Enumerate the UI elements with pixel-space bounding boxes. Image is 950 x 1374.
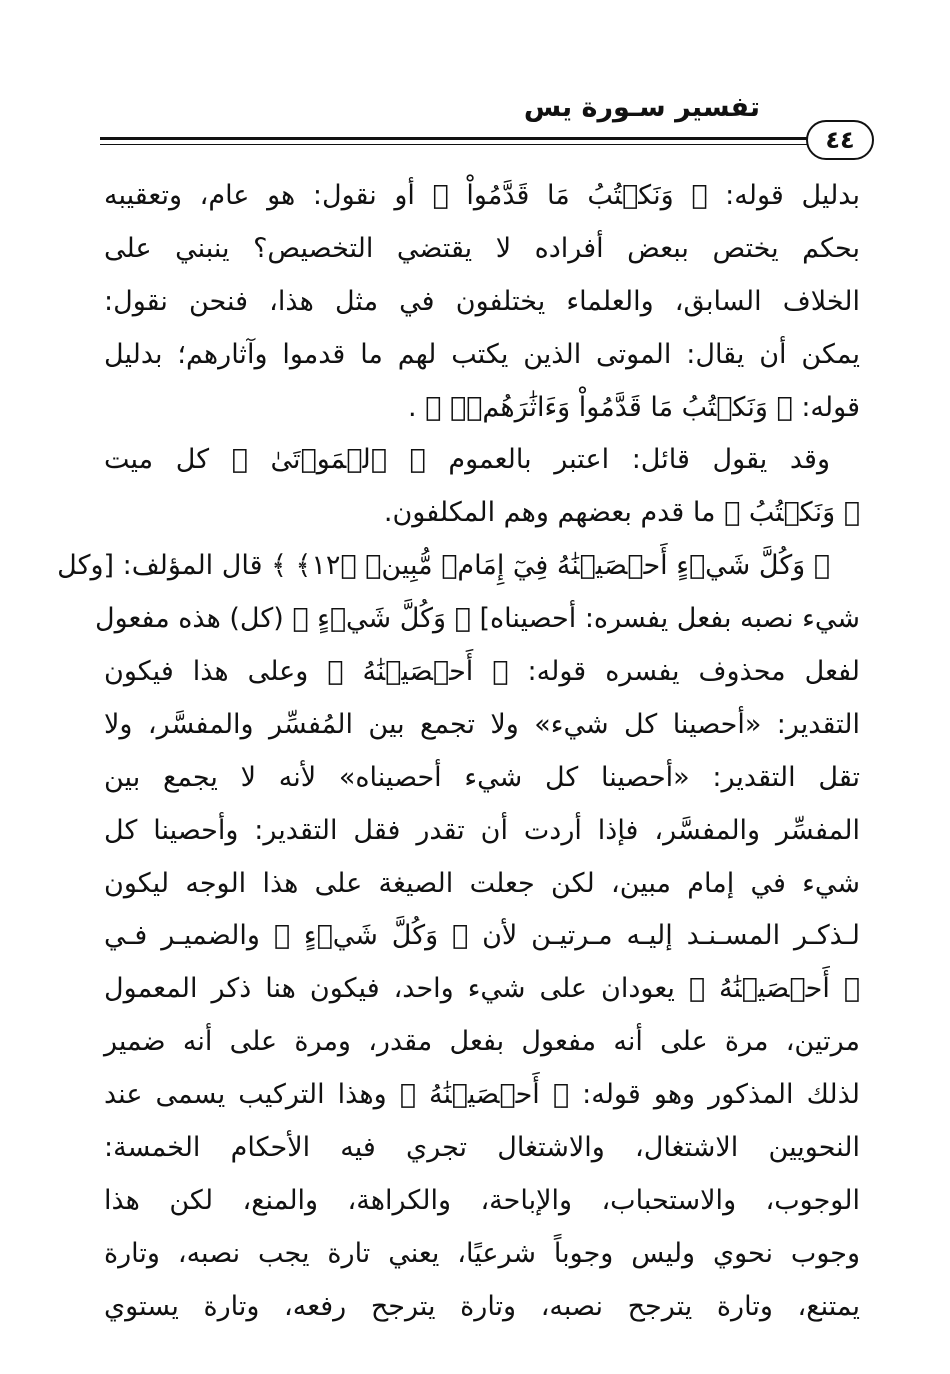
text-line: شيء نصبه بفعل يفسره: أحصيناه] ﴿ وَكُلَّ شَيۡءٍ ﴾ (كل) هذه مفعول xyxy=(94,603,860,635)
page-number: ٤٤ xyxy=(825,126,855,154)
text-line: التقدير: «أحصينا كل شيء» ولا تجمع بين المُفسِّر والمفسَّر، ولا xyxy=(104,708,860,740)
text-line: لذلك المذكور وهو قوله: ﴿ أَحۡصَيۡنَٰهُ ﴾ وهذا التركيب يسمى عند xyxy=(104,1079,860,1111)
text-line: يمكن أن يقال: الموتى الذين يكتب لهم ما قدموا وآثارهم؛ بدليل xyxy=(104,338,860,370)
text-line: لفعل محذوف يفسره قوله: ﴿ أَحۡصَيۡنَٰهُ ﴾ وعلى هذا فيكون xyxy=(104,656,860,688)
running-header-title: تفسير سـورة يس xyxy=(523,92,760,123)
text-line: وقد يقول قائل: اعتبر بالعموم ﴿ ٱلۡمَوۡتَىٰ ﴾ كل ميت xyxy=(104,444,830,476)
page-number-badge xyxy=(806,120,874,160)
header-rule-thick xyxy=(100,137,812,140)
header-rule-thin xyxy=(100,144,812,145)
text-line: تقل التقدير: «أحصينا كل شيء أحصيناه» لأنه لا يجمع بين xyxy=(104,761,860,793)
text-line: ﴿ أَحۡصَيۡنَٰهُ ﴾ يعودان على شيء واحد، فيكون هنا ذكر المعمول xyxy=(104,973,860,1005)
text-line: ﴿ وَنَكۡتُبُ ﴾ ما قدم بعضهم وهم المكلفون. xyxy=(383,497,860,529)
text-line: بدليل قوله: ﴿ وَنَكۡتُبُ مَا قَدَّمُواْ ﴾ أو نقول: هو عام، وتعقيبه xyxy=(104,180,860,211)
text-line: مرتين، مرة على أنه مفعول بفعل مقدر، ومرة على أنه ضمير xyxy=(104,1026,860,1058)
text-line: الخلاف السابق، والعلماء يختلفون في مثل هذا، فنحن نقول: xyxy=(104,285,860,317)
text-line: قوله: ﴿ وَنَكۡتُبُ مَا قَدَّمُواْ وَءَاثَٰرَهُمۡۚ ﴾ . xyxy=(408,391,860,423)
text-line: الوجوب، والاستحباب، والإباحة، والكراهة، والمنع، لكن هذا xyxy=(104,1184,860,1216)
text-line: وجوب نحوي وليس وجوباً شرعيًا، يعني تارة يجب نصبه، وتارة xyxy=(104,1237,860,1269)
text-line: شيء في إمام مبين، لكن جعلت الصيغة على هذا الوجه ليكون xyxy=(104,867,860,899)
text-line: لـذكـر المسـنـد إليـه مـرتيـن لأن ﴿ وَكُلَّ شَيۡءٍ ﴾ والضميـر فـي xyxy=(104,920,860,952)
body-text xyxy=(57,170,860,1334)
text-line: المفسِّر والمفسَّر، فإذا أردت أن تقدر فقل التقدير: وأحصينا كل xyxy=(104,814,860,846)
text-line: يمتنع، وتارة يترجح نصبه، وتارة يترجح رفعه، وتارة يستوي xyxy=(104,1290,860,1322)
text-line: ﴿ وَكُلَّ شَيۡءٍ أَحۡصَيۡنَٰهُ فِيٓ إِمَامٖ مُّبِينٖ ﴿١٢﴾ ﴾ قال المؤلف: [وكل xyxy=(57,550,830,582)
text-line: النحويين الاشتغال، والاشتغال تجري فيه الأحكام الخمسة: xyxy=(104,1132,860,1164)
text-line: بحكم يختص ببعض أفراده لا يقتضي التخصيص؟ ينبني على xyxy=(104,232,860,264)
